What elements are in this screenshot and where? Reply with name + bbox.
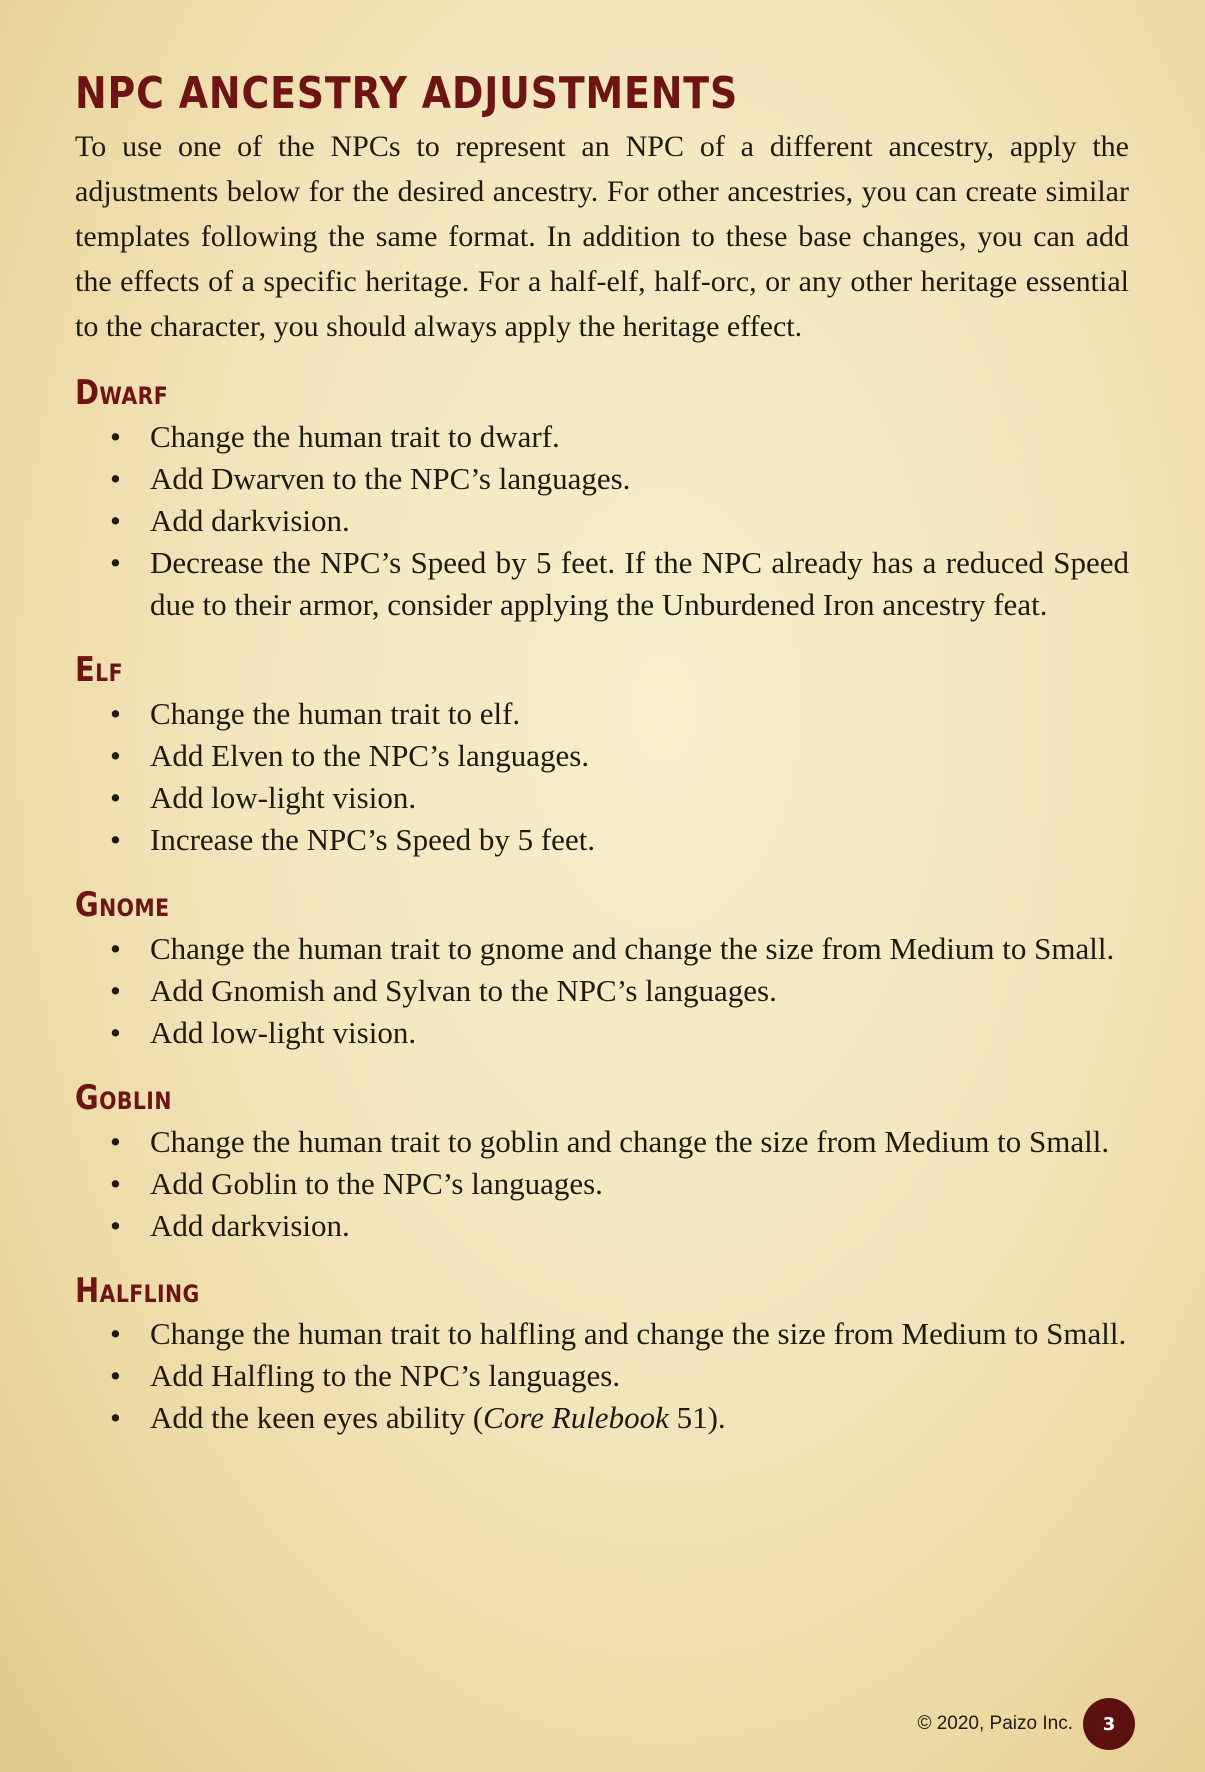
list-item xyxy=(110,928,1129,970)
list-item-text: Decrease the NPC’s Speed by 5 feet. If the NPC already has a reduced Speed due to their armor, consider applying the Unburdened Iron ancestry feat. xyxy=(150,545,1129,623)
list-item xyxy=(110,1355,1129,1397)
goblin-list xyxy=(75,1121,1129,1247)
list-item xyxy=(110,458,1129,500)
bullet-icon: • xyxy=(110,972,121,1008)
list-item xyxy=(110,1121,1129,1163)
gnome-list xyxy=(75,928,1129,1054)
bullet-icon: • xyxy=(110,461,121,497)
list-item-text: Add Halfling to the NPC’s languages. xyxy=(150,1358,621,1394)
list-item xyxy=(110,416,1129,458)
list-item-text: Change the human trait to gnome and change the size from Medium to Small. xyxy=(150,930,1115,966)
list-item xyxy=(110,1163,1129,1205)
section-heading-halfling: Halfling xyxy=(75,1270,200,1311)
page-footer xyxy=(917,1698,1135,1750)
halfling-list xyxy=(75,1313,1129,1439)
list-item-text: Add Dwarven to the NPC’s languages. xyxy=(150,461,631,497)
bullet-icon: • xyxy=(110,695,121,731)
list-item xyxy=(110,500,1129,542)
list-item-text: Change the human trait to dwarf. xyxy=(150,419,560,455)
bullet-icon: • xyxy=(110,503,121,539)
list-item-text: Add darkvision. xyxy=(150,1207,350,1243)
list-item-text: Increase the NPC’s Speed by 5 feet. xyxy=(150,821,596,857)
section-gnome xyxy=(75,885,1129,1054)
bullet-icon: • xyxy=(110,1123,121,1159)
list-item-text: Add darkvision. xyxy=(150,503,350,539)
list-item xyxy=(110,735,1129,777)
bullet-icon: • xyxy=(110,419,121,455)
list-item-text-prefix: Add the keen eyes ability ( xyxy=(150,1400,484,1436)
book-reference: Core Rulebook xyxy=(483,1400,669,1436)
list-item-text-suffix: 51). xyxy=(668,1400,726,1436)
bullet-icon: • xyxy=(110,545,121,581)
bullet-icon: • xyxy=(110,1014,121,1050)
bullet-icon: • xyxy=(110,1400,121,1436)
bullet-icon: • xyxy=(110,1316,121,1352)
list-item xyxy=(110,693,1129,735)
section-heading-gnome: Gnome xyxy=(75,884,170,925)
page-title: NPC ANCESTRY ADJUSTMENTS xyxy=(75,68,739,119)
bullet-icon: • xyxy=(110,1207,121,1243)
list-item xyxy=(110,542,1129,626)
page-content xyxy=(75,70,1129,1439)
section-heading-elf: Elf xyxy=(75,650,123,691)
list-item-text: Add Elven to the NPC’s languages. xyxy=(150,737,590,773)
section-halfling xyxy=(75,1271,1129,1440)
list-item-text: Add low-light vision. xyxy=(150,779,417,815)
page-number-badge: 3 xyxy=(1083,1698,1135,1750)
list-item-text: Add Gnomish and Sylvan to the NPC’s languages. xyxy=(150,972,777,1008)
bullet-icon: • xyxy=(110,737,121,773)
section-heading-goblin: Goblin xyxy=(75,1077,172,1118)
bullet-icon: • xyxy=(110,821,121,857)
bullet-icon: • xyxy=(110,1358,121,1394)
section-goblin xyxy=(75,1078,1129,1247)
elf-list xyxy=(75,693,1129,861)
section-heading-dwarf: Dwarf xyxy=(75,373,169,414)
bullet-icon: • xyxy=(110,779,121,815)
list-item-text: Change the human trait to goblin and change the size from Medium to Small. xyxy=(150,1123,1110,1159)
list-item xyxy=(110,1397,1129,1439)
list-item xyxy=(110,970,1129,1012)
copyright-notice: © 2020, Paizo Inc. xyxy=(917,1713,1073,1734)
list-item-text: Add Goblin to the NPC’s languages. xyxy=(150,1165,603,1201)
bullet-icon: • xyxy=(110,930,121,966)
list-item xyxy=(110,777,1129,819)
list-item xyxy=(110,819,1129,861)
dwarf-list xyxy=(75,416,1129,626)
list-item-text: Add low-light vision. xyxy=(150,1014,417,1050)
section-dwarf xyxy=(75,373,1129,626)
list-item xyxy=(110,1012,1129,1054)
bullet-icon: • xyxy=(110,1165,121,1201)
list-item xyxy=(110,1205,1129,1247)
intro-paragraph: To use one of the NPCs to represent an NPC of a different ancestry, apply the adjustments below for the desired ancestry. For other ancestries, you can create similar templates following the same format. In addition to these base changes, you can add the effects of a specific heritage. For a half-elf, half-orc, or any other heritage essential to the character, you should always apply the heritage effect. xyxy=(75,130,1129,344)
list-item-text: Change the human trait to elf. xyxy=(150,695,521,731)
section-elf xyxy=(75,650,1129,861)
list-item-text: Change the human trait to halfling and change the size from Medium to Small. xyxy=(150,1316,1127,1352)
list-item xyxy=(110,1313,1129,1355)
